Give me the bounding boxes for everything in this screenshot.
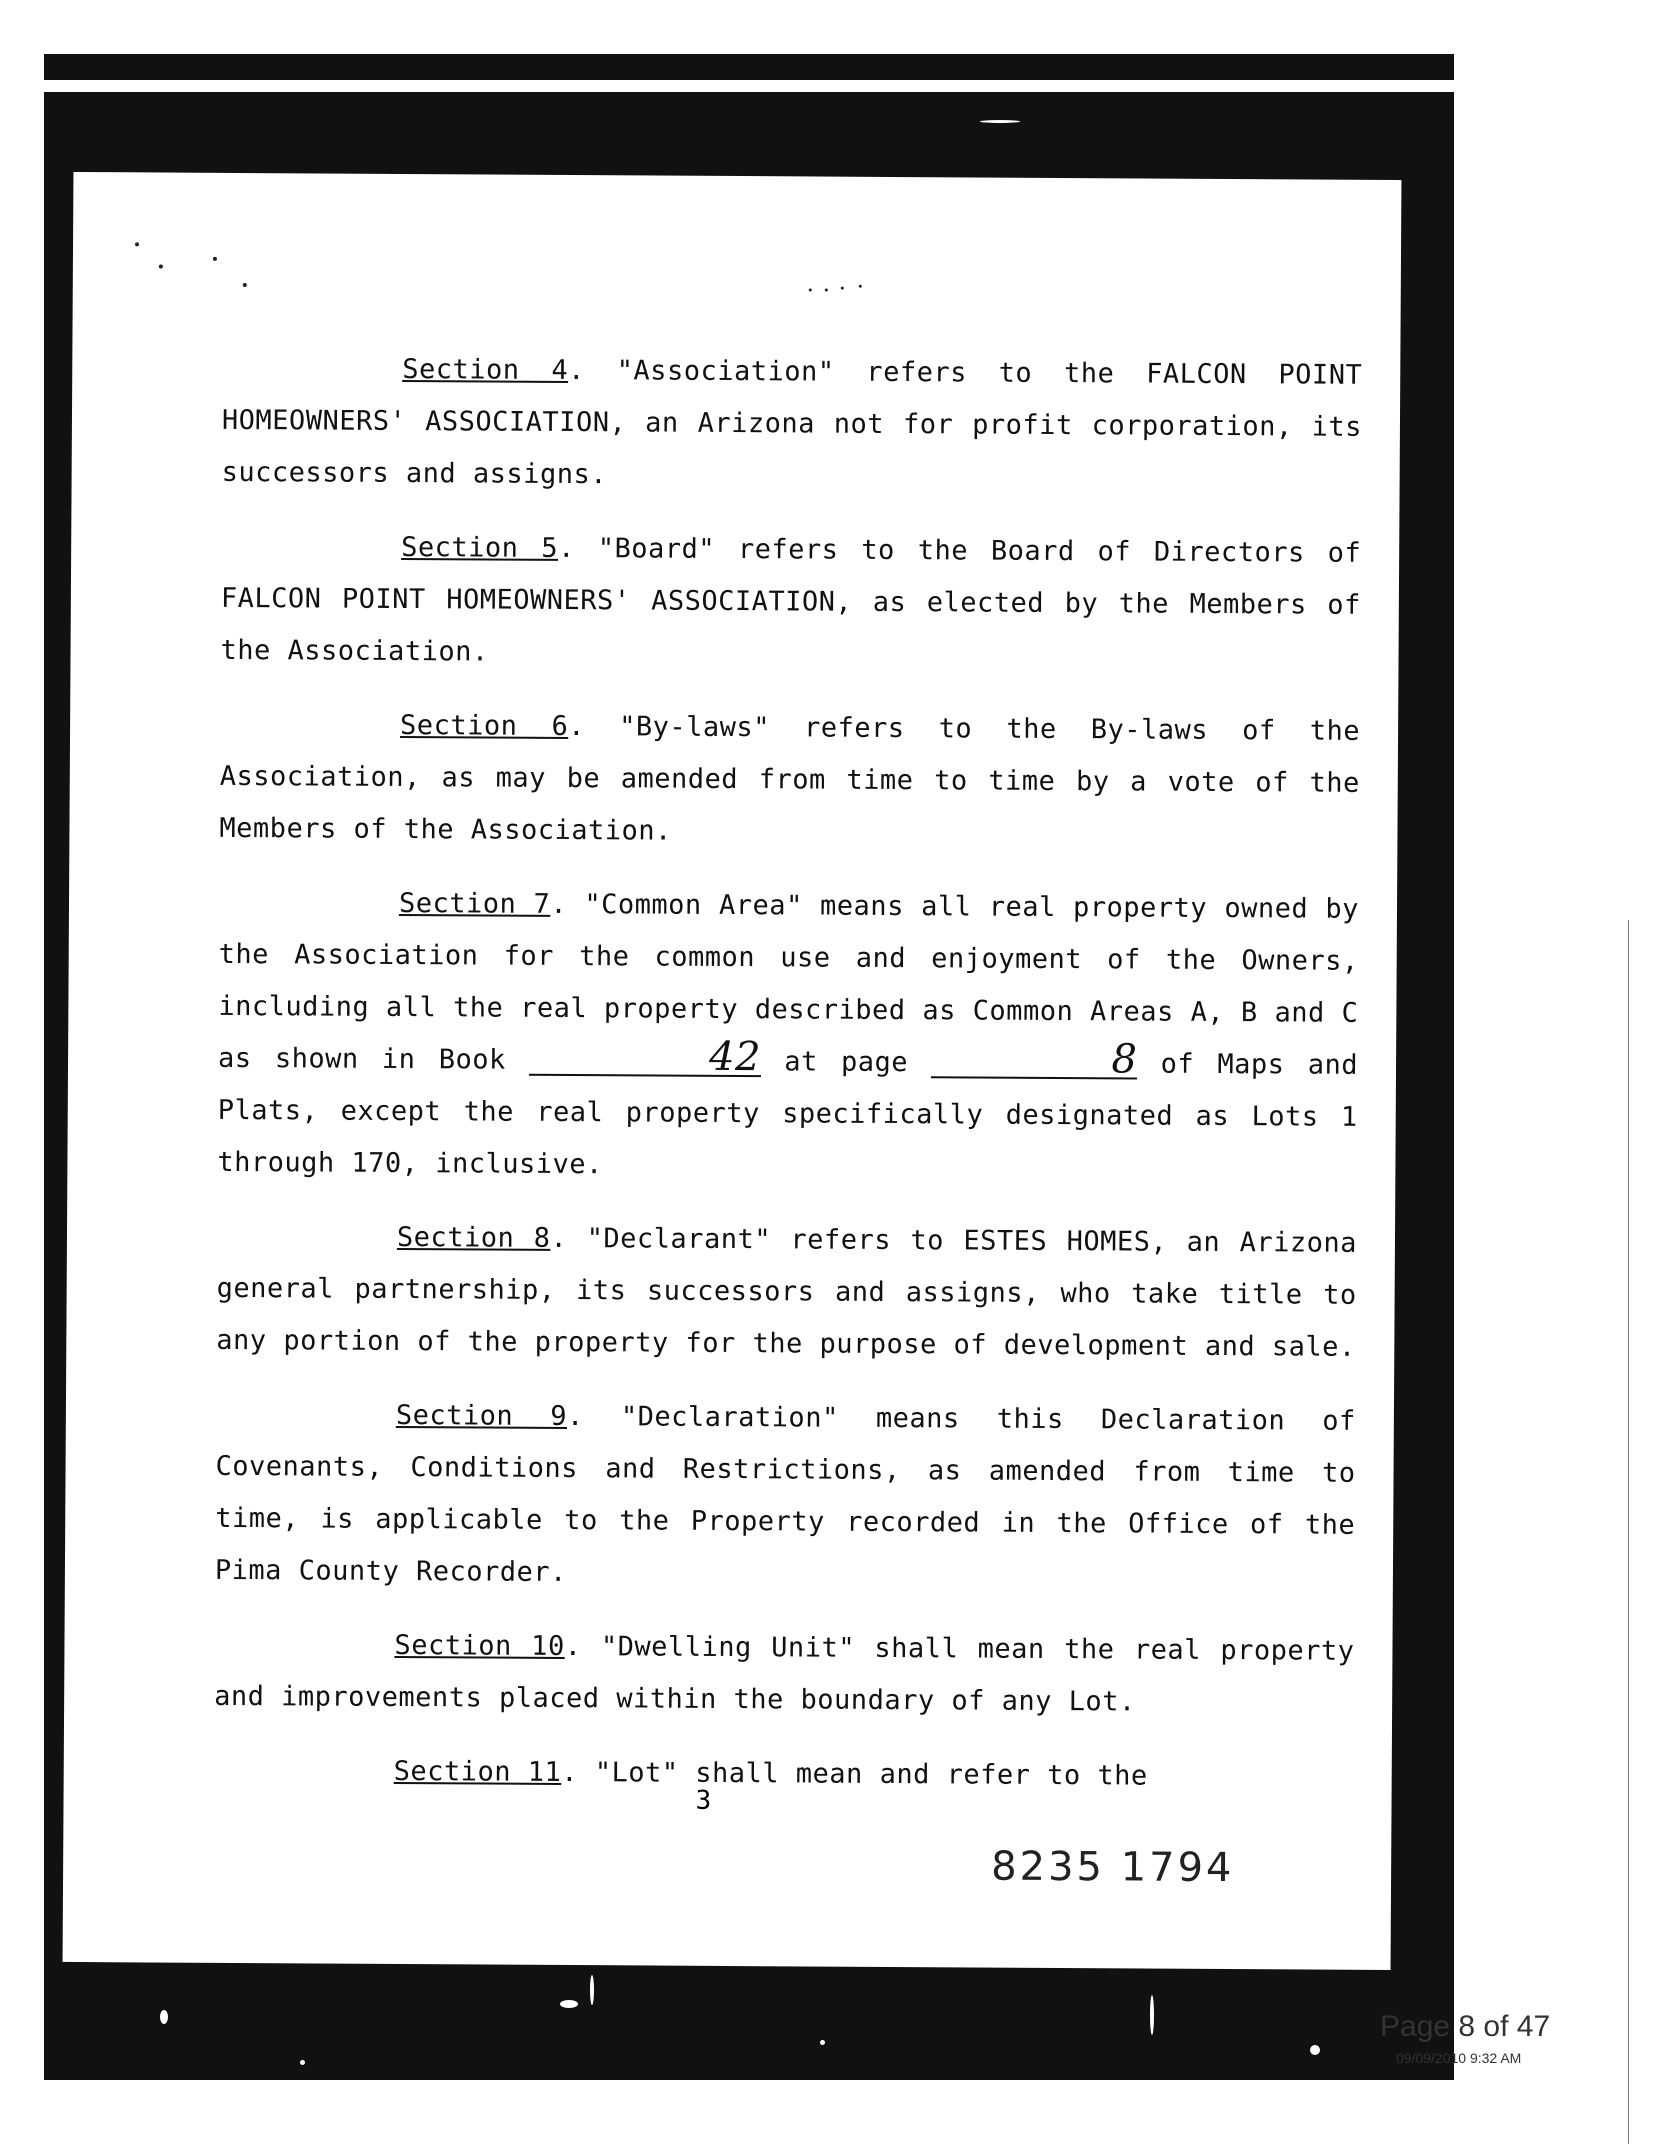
scan-speck: [560, 2000, 578, 2008]
scan-speck: [820, 2040, 825, 2045]
print-timestamp: 09/09/2010 9:32 AM: [1396, 2050, 1522, 2066]
section-label: Section 6: [400, 709, 569, 742]
page-indicator: Page 8 of 47: [1380, 2010, 1551, 2043]
section-text: . "Dwelling Unit" shall mean the real property and improvements placed within the boundary of any Lot.: [214, 1630, 1355, 1718]
section-10-paragraph: [214, 1619, 1355, 1730]
scan-top-strip: [44, 80, 1454, 92]
scan-speck: [160, 2010, 168, 2024]
page-number: 3: [695, 1785, 712, 1816]
scan-speck: [980, 120, 1020, 123]
section-label: Section 8: [396, 1221, 551, 1254]
page-edge-line: [1628, 920, 1629, 2144]
scan-speck: [1150, 1995, 1154, 2035]
section-text: of Maps and Plats, except the real property specifically designated as Lots 1 through 170, inclusive.: [217, 1048, 1359, 1181]
section-6-paragraph: [219, 699, 1360, 862]
section-label: Section 4: [402, 353, 569, 386]
scan-speck: [135, 242, 139, 246]
section-label: Section 10: [394, 1629, 565, 1662]
scan-speck: [159, 264, 163, 268]
section-text: . "Lot" shall mean and refer to the: [561, 1756, 1148, 1792]
section-text: . "Association" refers to the FALCON POINT HOMEOWNERS' ASSOCIATION, an Arizona not for profit corporation, its successors and assigns.: [221, 354, 1363, 491]
section-5-paragraph: [220, 521, 1361, 684]
section-text: . "Declaration" means this Declaration of Covenants, Conditions and Restrictions, as amended from time to time, is applicable to the Property recorded in the Office of the Pima County Recorder.: [214, 1400, 1356, 1588]
handwritten-page-number: 8: [931, 1040, 1137, 1079]
document-body: [213, 343, 1362, 1826]
scan-speck: [213, 257, 217, 261]
section-label: Section 5: [401, 531, 559, 564]
section-8-paragraph: [216, 1211, 1357, 1374]
scan-speck: [590, 1975, 594, 2005]
scan-speck: [841, 287, 844, 290]
scan-speck: [825, 289, 828, 292]
handwritten-book-number: 42: [529, 1038, 761, 1077]
section-text: . "By-laws" refers to the By-laws of the Association, as may be amended from time to time by a vote of the Members of the Association.: [219, 710, 1361, 847]
document-page: [63, 172, 1402, 1970]
section-11-paragraph: [214, 1745, 1354, 1804]
section-7-paragraph: [217, 877, 1359, 1196]
section-9-paragraph: [215, 1389, 1356, 1604]
section-text: at page: [760, 1046, 932, 1079]
section-text: . "Common Area" means all real property owned by the Association for the common use and enjoyment of the Owners, including all the real property described as Common Areas A, B and C as shown in Book: [217, 888, 1360, 1076]
scan-speck: [809, 288, 812, 291]
section-4-paragraph: [221, 343, 1362, 506]
scan-speck: [243, 283, 247, 287]
recording-number: 8235 1794: [991, 1843, 1235, 1892]
scan-speck: [1310, 2045, 1320, 2055]
section-text: . "Board" refers to the Board of Directors of FALCON POINT HOMEOWNERS' ASSOCIATION, as elected by the Members of the Association.: [220, 532, 1362, 668]
scan-speck: [859, 285, 862, 288]
section-label: Section 11: [393, 1755, 562, 1788]
section-label: Section 9: [395, 1399, 568, 1432]
section-label: Section 7: [398, 887, 551, 920]
scan-speck: [300, 2060, 305, 2065]
section-text: . "Declarant" refers to ESTES HOMES, an Arizona general partnership, its successors and assigns, who take title to any portion of the property for the purpose of development and sale.: [216, 1222, 1358, 1363]
